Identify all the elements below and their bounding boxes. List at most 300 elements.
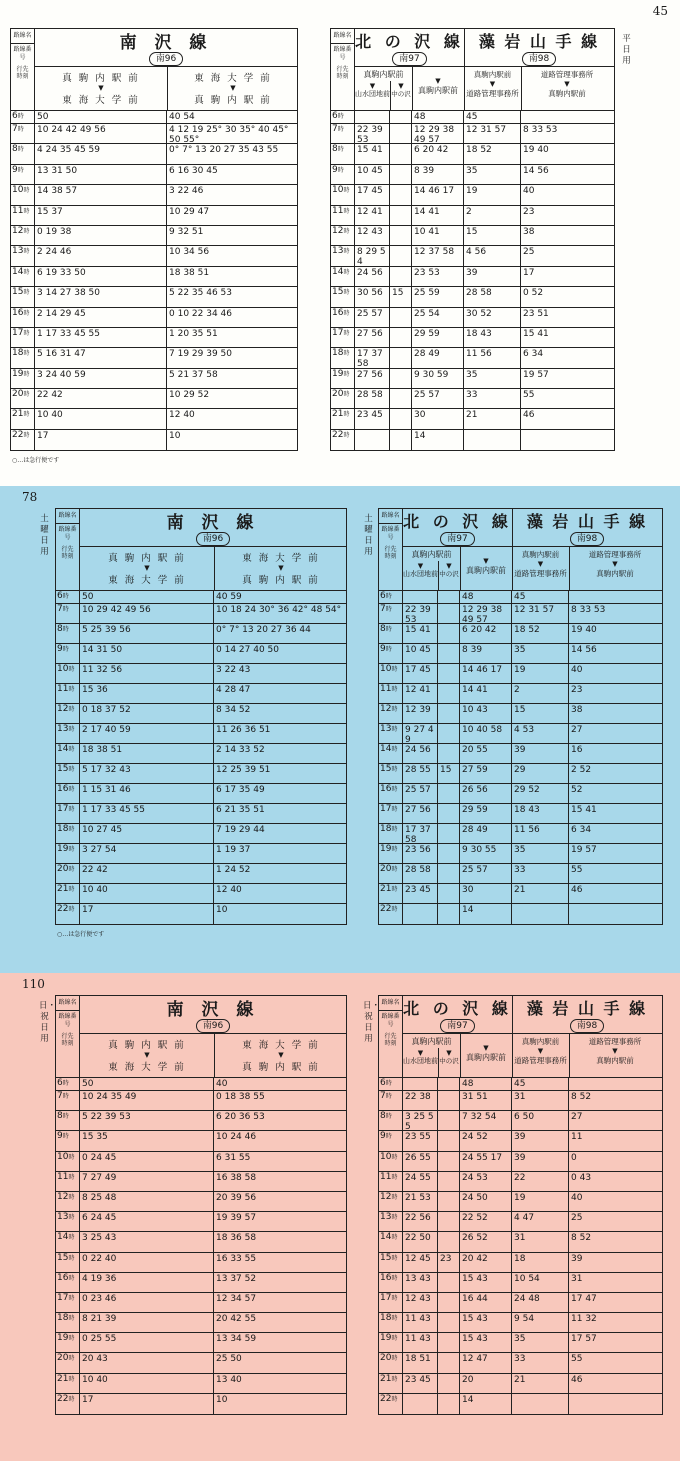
departure-times — [438, 1091, 460, 1110]
departure-times: 21 — [512, 884, 569, 903]
hour-value: 9 — [57, 1131, 63, 1142]
departure-times: 48 — [412, 111, 464, 123]
dest-label: 行先 — [384, 1033, 397, 1040]
hour-value: 12 — [12, 225, 24, 236]
route-badge-text: 南97 — [440, 532, 474, 546]
destination-stop: 真 駒 内 駅 前 — [194, 95, 272, 106]
departure-times: 6 19 33 50 — [35, 267, 167, 286]
hour-value: 7 — [57, 1091, 63, 1101]
table-row — [379, 904, 662, 924]
hour-suffix: 時 — [62, 1093, 69, 1100]
table-row — [56, 824, 346, 844]
hour-value: 11 — [57, 1171, 69, 1182]
hour-cell — [379, 1353, 403, 1372]
table-row — [379, 604, 662, 624]
departure-times: 2 52 — [571, 765, 592, 775]
hour-suffix: 時 — [391, 1274, 398, 1282]
direction-header — [35, 70, 167, 106]
departure-times: 22 38 — [403, 1091, 438, 1110]
direction-header — [569, 549, 661, 579]
hour-value: 17 — [57, 1292, 69, 1303]
departure-times: 24 55 — [403, 1172, 438, 1191]
departure-times: 26 56 — [460, 784, 512, 803]
route-badge-text: 南98 — [522, 52, 556, 66]
departure-times: 18 43 — [464, 328, 521, 347]
hour-value: 14 — [380, 1232, 392, 1243]
departure-times: 12 41 — [403, 684, 438, 703]
destination-stop-name: 真駒内駅前 — [466, 566, 506, 575]
hour-suffix: 時 — [385, 626, 392, 633]
departure-times — [438, 1212, 460, 1231]
departure-times: 3 25 43 — [80, 1232, 214, 1251]
departure-times: 6 34 — [571, 825, 592, 835]
departure-times: 0 22 40 — [80, 1253, 214, 1272]
departure-times: 28 55 — [403, 764, 438, 783]
hour-suffix: 時 — [68, 1335, 75, 1343]
departure-times — [390, 369, 412, 388]
departure-times: 40 — [571, 1192, 583, 1203]
table-row — [331, 328, 614, 348]
hour-suffix: 時 — [68, 1274, 75, 1282]
table-row — [56, 804, 346, 824]
departure-times: 35 — [512, 644, 569, 663]
hour-label: 時刻 — [61, 1040, 74, 1047]
departure-times — [390, 409, 412, 428]
hour-suffix: 時 — [391, 1234, 398, 1242]
hour-suffix: 時 — [385, 1080, 392, 1087]
hour-value: 19 — [57, 1333, 69, 1344]
hour-cell — [56, 764, 80, 783]
hour-suffix: 時 — [68, 706, 75, 713]
via-stop-name: 中の沢 — [439, 570, 459, 578]
departure-times: 19 — [512, 1192, 569, 1211]
departure-times: 21 — [464, 409, 521, 428]
departure-times: 9 30 55 — [460, 844, 512, 863]
hour-value: 15 — [12, 287, 24, 298]
departure-times: 15 43 — [460, 1333, 512, 1352]
hour-cell — [331, 409, 355, 428]
hour-label: 時刻 — [384, 1040, 397, 1047]
departure-times: 5 17 32 43 — [80, 764, 214, 783]
departure-times: 10 54 — [512, 1273, 569, 1292]
departure-times: 55 — [571, 865, 583, 875]
departure-times: 15 41 — [403, 624, 438, 643]
hour-suffix: 時 — [391, 1153, 398, 1161]
departure-times: 20 39 56 — [216, 1192, 257, 1203]
departure-times: 10 24 46 — [216, 1132, 257, 1143]
hour-value: 9 — [57, 644, 63, 654]
departure-times — [390, 185, 412, 204]
hour-cell — [11, 267, 35, 286]
hour-label: 時刻 — [16, 73, 29, 80]
hour-value: 15 — [57, 1252, 69, 1263]
hour-cell — [56, 1192, 80, 1211]
departure-times: 21 53 — [403, 1192, 438, 1211]
divider — [80, 546, 346, 547]
hour-cell — [11, 348, 35, 367]
hour-value: 21 — [12, 409, 24, 420]
table-row — [11, 246, 297, 266]
departure-times: 8 25 48 — [80, 1192, 214, 1211]
departure-times — [438, 604, 460, 623]
departure-times: 33 — [512, 1353, 569, 1372]
hour-cell — [379, 1333, 403, 1352]
divider — [403, 1033, 662, 1034]
hour-cell — [379, 704, 403, 723]
hour-value: 10 — [380, 664, 392, 674]
hour-cell — [331, 267, 355, 286]
hour-value: 20 — [57, 864, 69, 874]
hour-value: 17 — [332, 327, 344, 338]
hour-cell — [11, 144, 35, 163]
direction-header — [512, 1036, 569, 1066]
hour-value: 18 — [57, 824, 69, 834]
departure-times — [438, 864, 460, 883]
departure-times: 1 20 35 51 — [169, 328, 218, 339]
table-row — [379, 644, 662, 664]
table-row — [379, 784, 662, 804]
departure-times: 12 31 57 — [512, 604, 569, 623]
hour-cell — [331, 226, 355, 245]
departure-times: 3 14 27 38 50 — [35, 287, 167, 306]
departure-times: 2 17 40 59 — [80, 724, 214, 743]
hour-value: 10 — [12, 185, 24, 196]
hour-cell — [331, 389, 355, 408]
down-arrow-icon: ▼ — [417, 1049, 424, 1057]
departure-times: 25 57 — [412, 389, 464, 408]
departure-times: 28 58 — [403, 864, 438, 883]
hour-cell — [11, 287, 35, 306]
hour-value: 10 — [57, 1151, 69, 1162]
departure-times: 1 24 52 — [216, 865, 251, 875]
departure-times — [464, 430, 521, 450]
departure-times: 17 — [35, 430, 167, 450]
departure-times: 20 55 — [460, 744, 512, 763]
line-title: 北 の 沢 線 — [403, 998, 512, 1018]
table-row — [56, 784, 346, 804]
nanzawa-line-table — [55, 995, 347, 1415]
down-arrow-icon: ▼ — [144, 564, 150, 572]
departure-times: 11 56 — [464, 348, 521, 367]
hour-suffix: 時 — [62, 1113, 69, 1121]
departure-times: 0 — [571, 1152, 577, 1163]
nanzawa-rows — [11, 111, 297, 450]
departure-times — [438, 684, 460, 703]
hour-value: 13 — [12, 246, 24, 257]
hour-label: 時刻 — [61, 553, 74, 560]
table-row — [56, 764, 346, 784]
down-arrow-icon: ▼ — [369, 82, 376, 90]
route-badge — [80, 531, 346, 546]
departure-times: 24 50 — [460, 1192, 512, 1211]
hour-suffix: 時 — [343, 370, 350, 378]
departure-times: 4 47 — [512, 1212, 569, 1231]
destination-stop: 真駒内駅前 — [548, 89, 586, 98]
hour-cell — [56, 1333, 80, 1352]
hour-cell — [56, 724, 80, 743]
down-arrow-icon: ▼ — [435, 77, 441, 85]
hour-cell — [379, 1212, 403, 1231]
hour-value: 19 — [380, 844, 392, 854]
departure-times: 40 54 — [169, 112, 195, 122]
departure-times — [390, 165, 412, 184]
departure-times: 45 — [512, 591, 569, 603]
table-row — [56, 644, 346, 664]
hour-cell — [379, 591, 403, 603]
hour-cell — [379, 1253, 403, 1272]
hour-suffix: 時 — [68, 726, 75, 733]
departure-times: 30 — [412, 409, 464, 428]
hour-cell — [379, 904, 403, 924]
hour-value: 21 — [380, 884, 392, 894]
departure-times: 28 58 — [355, 389, 390, 408]
departure-times: 22 39 53 — [355, 124, 390, 143]
hour-suffix: 時 — [23, 289, 30, 297]
origin-stop: 真駒内駅前 — [521, 550, 560, 559]
line-title: 北 の 沢 線 — [355, 31, 464, 51]
table-row — [56, 1313, 346, 1333]
departure-times — [438, 1394, 460, 1414]
departure-times: 18 38 51 — [80, 744, 214, 763]
line-title: 藻 岩 山 手 線 — [526, 998, 648, 1018]
route-label-col — [11, 29, 35, 66]
departure-times: 20 — [460, 1374, 512, 1393]
departure-times: 2 14 33 52 — [216, 745, 265, 755]
hour-suffix: 時 — [68, 1234, 75, 1242]
timetable-page — [0, 973, 680, 1461]
nanzawa-rows — [56, 1078, 346, 1414]
departure-times: 35 — [512, 844, 569, 863]
down-arrow-icon: ▼ — [446, 562, 452, 570]
hour-cell — [379, 1172, 403, 1191]
table-row — [379, 1192, 662, 1212]
table-row — [331, 206, 614, 226]
hour-suffix: 時 — [337, 146, 344, 154]
schedule-type-label: 日・祝日用 — [39, 1001, 57, 1044]
hour-value: 19 — [12, 368, 24, 379]
departure-times: 0 18 38 55 — [216, 1092, 265, 1102]
hour-value: 10 — [332, 185, 344, 196]
hour-cell — [379, 604, 403, 623]
schedule-type-label: 平日用 — [622, 34, 631, 66]
hour-suffix: 時 — [343, 289, 350, 297]
departure-times: 19 57 — [571, 845, 597, 855]
departure-times — [438, 804, 460, 823]
departure-times: 4 53 — [512, 724, 569, 743]
schedule-type-label: 土曜日用 — [40, 514, 49, 557]
departure-times: 10 45 — [355, 165, 390, 184]
origin-stop: 真駒内駅前 — [473, 70, 512, 79]
departure-times: 11 43 — [403, 1313, 438, 1332]
hour-suffix: 時 — [391, 1375, 398, 1383]
hour-value: 13 — [57, 1212, 69, 1223]
departure-times: 27 56 — [355, 369, 390, 388]
hour-suffix: 時 — [337, 166, 344, 174]
departure-times — [438, 824, 460, 843]
page-number: 110 — [22, 977, 45, 991]
kitanosawa-rows — [331, 111, 614, 450]
hour-suffix: 時 — [62, 606, 69, 613]
route-number-label: 路線番号 — [381, 1013, 400, 1028]
departure-times: 0 23 46 — [80, 1293, 214, 1312]
via-stop — [390, 82, 412, 98]
hour-value: 15 — [332, 287, 344, 298]
departure-times: 15 41 — [355, 144, 390, 163]
departure-times: 25 57 — [355, 308, 390, 327]
departure-times: 0 52 — [523, 288, 544, 299]
hour-suffix: 時 — [68, 766, 75, 773]
departure-times: 20 42 — [460, 1253, 512, 1272]
hour-suffix: 時 — [62, 1133, 69, 1141]
departure-times: 33 — [512, 864, 569, 883]
hour-suffix: 時 — [391, 886, 398, 893]
hour-cell — [56, 1293, 80, 1312]
departure-times: 1 17 33 45 55 — [35, 328, 167, 347]
departure-times: 14 41 — [412, 206, 464, 225]
departure-times: 31 — [512, 1091, 569, 1110]
hour-suffix: 時 — [68, 906, 75, 913]
departure-times: 14 56 — [523, 165, 549, 176]
departure-times: 30 52 — [464, 308, 521, 327]
hour-value: 9 — [380, 644, 386, 654]
departure-times: 9 54 — [512, 1313, 569, 1332]
departure-times: 18 38 51 — [169, 267, 210, 278]
departure-times — [390, 124, 412, 143]
hour-suffix: 時 — [343, 268, 350, 276]
table-row — [56, 724, 346, 744]
hour-value: 13 — [57, 724, 69, 734]
hour-value: 16 — [332, 307, 344, 318]
hour-value: 18 — [12, 348, 24, 359]
departure-times: 2 14 29 45 — [35, 308, 167, 327]
table-row — [11, 409, 297, 429]
table-row — [379, 664, 662, 684]
departure-times: 27 — [571, 725, 583, 735]
hour-value: 19 — [332, 368, 344, 379]
hour-value: 17 — [380, 804, 392, 814]
departure-times: 10 43 — [460, 704, 512, 723]
departure-times: 40 — [216, 1079, 228, 1089]
hour-suffix: 時 — [391, 906, 398, 913]
departure-times: 16 — [571, 745, 583, 755]
hour-cell — [331, 328, 355, 347]
corner-labels — [331, 66, 355, 111]
hour-cell — [379, 1091, 403, 1110]
departure-times: 12 25 39 51 — [216, 765, 271, 775]
departure-times: 24 48 — [512, 1293, 569, 1312]
departure-times: 17 — [80, 904, 214, 924]
hour-value: 20 — [57, 1353, 69, 1364]
divider — [80, 1033, 346, 1034]
departure-times — [403, 1394, 438, 1414]
destination-stop — [460, 1044, 512, 1063]
departure-times: 25 50 — [216, 1354, 242, 1365]
departure-times: 7 19 29 44 — [216, 825, 265, 835]
departure-times: 46 — [571, 885, 583, 895]
hour-cell — [56, 1091, 80, 1110]
kitanosawa-moiwa-table — [378, 995, 663, 1415]
hour-suffix: 時 — [343, 207, 350, 215]
down-arrow-icon: ▼ — [537, 560, 544, 568]
corner-labels — [56, 546, 80, 591]
hour-suffix: 時 — [343, 248, 350, 256]
hour-value: 16 — [380, 784, 392, 794]
departure-times — [438, 1152, 460, 1171]
hour-suffix: 時 — [62, 646, 69, 653]
hour-suffix: 時 — [68, 686, 75, 693]
departure-times: 4 24 35 45 59 — [35, 144, 167, 163]
hour-suffix: 時 — [391, 1315, 398, 1323]
departure-times: 17 45 — [355, 185, 390, 204]
departure-times — [438, 884, 460, 903]
departure-times: 14 38 57 — [35, 185, 167, 204]
departure-times: 4 12 19 25° 30 35° 40 45° 50 55° — [169, 125, 289, 144]
departure-times — [355, 111, 390, 123]
table-row — [56, 1353, 346, 1373]
destination-stop: 真駒内駅前 — [596, 569, 634, 578]
kitanosawa-header — [331, 29, 614, 111]
departure-times: 27 56 — [355, 328, 390, 347]
departure-times: 21 — [512, 1374, 569, 1393]
departure-times: 10 40 — [80, 1374, 214, 1393]
departure-times: 29 59 — [412, 328, 464, 347]
hour-suffix: 時 — [391, 826, 398, 833]
hour-suffix: 時 — [23, 329, 30, 337]
departure-times: 10 40 — [35, 409, 167, 428]
table-row — [379, 1333, 662, 1353]
departure-times: 48 — [460, 1078, 512, 1090]
hour-cell — [379, 804, 403, 823]
line-title: 藻 岩 山 手 線 — [526, 511, 648, 531]
route-name-label: 路線名 — [331, 29, 354, 44]
direction-header — [214, 550, 348, 586]
table-row — [56, 664, 346, 684]
departure-times: 8 39 — [460, 644, 512, 663]
table-row — [56, 864, 346, 884]
down-arrow-icon: ▼ — [489, 80, 496, 88]
hour-cell — [11, 430, 35, 450]
departure-times: 24 55 17 — [460, 1152, 512, 1171]
departure-times: 0° 7° 13 20 27 36 44 — [216, 625, 311, 635]
departure-times: 5 22 35 46 53 — [169, 288, 232, 299]
departure-times: 14 41 — [460, 684, 512, 703]
hour-value: 7 — [57, 604, 63, 614]
departure-times: 7 19 29 39 50 — [169, 349, 232, 360]
departure-times — [390, 206, 412, 225]
departure-times: 50 — [80, 1078, 214, 1090]
departure-times: 9 32 51 — [169, 226, 204, 237]
table-row — [56, 844, 346, 864]
departure-times: 10 27 45 — [80, 824, 214, 843]
hour-cell — [56, 604, 80, 623]
route-number-label: 路線番号 — [58, 1013, 77, 1028]
departure-times: 10 — [169, 430, 181, 441]
route-badge-text: 南96 — [196, 1019, 230, 1033]
departure-times: 20 42 55 — [216, 1314, 257, 1325]
departure-times: 6 16 30 45 — [169, 165, 218, 176]
hour-cell — [331, 165, 355, 184]
departure-times: 24 56 — [355, 267, 390, 286]
departure-times — [390, 246, 412, 265]
departure-times: 17 37 58 — [403, 824, 438, 843]
departure-times: 19 — [512, 664, 569, 683]
route-badge-text: 南98 — [570, 532, 604, 546]
hour-value: 13 — [380, 724, 392, 734]
departure-times — [438, 904, 460, 924]
departure-times — [390, 308, 412, 327]
departure-times — [390, 348, 412, 367]
table-row — [331, 246, 614, 266]
